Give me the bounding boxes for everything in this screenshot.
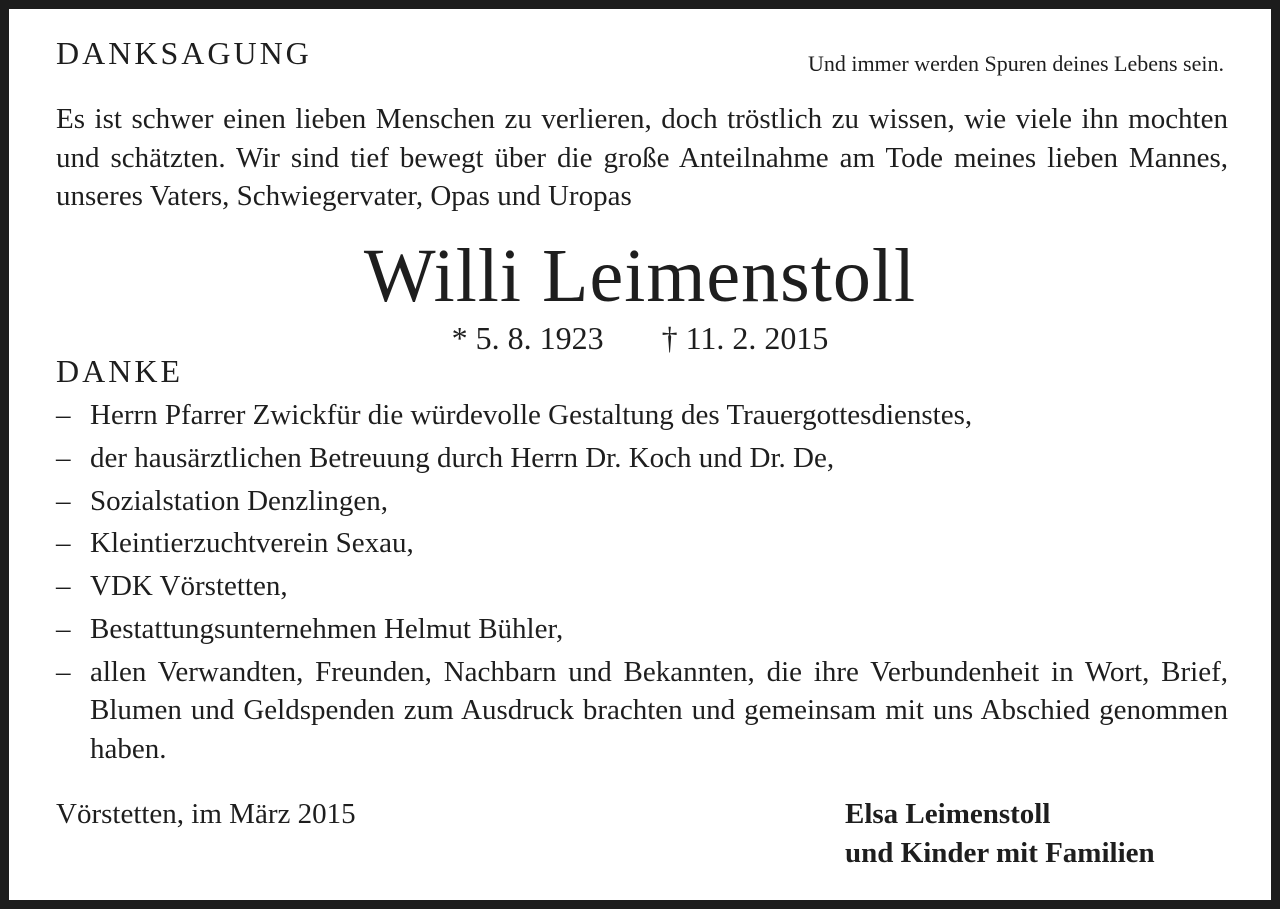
thanks-item: – VDK Vörstetten, (56, 567, 1228, 606)
intro-paragraph: Es ist schwer einen lieben Menschen zu verlieren, doch tröstlich zu wissen, wie viele ihn mochten und schätzten. Wir sind tief bewegt über die große Anteilnahme am Tode meines lieben Mannes, unseres Vaters, Schwiegervater, Opas und Uropas (56, 103, 1228, 212)
notice-heading: DANKSAGUNG (56, 35, 312, 71)
thanks-item: – allen Verwandten, Freunden, Nachbarn und Bekannten, die ihre Verbundenheit in Wort, Brief, Blumen und Geldspenden zum Ausdruck brachten und gemeinsam mit uns Abschied genommen haben. (56, 653, 1228, 769)
motto-quote: Und immer werden Spuren deines Lebens sein. (807, 51, 1224, 76)
thanks-item: – der hausärztlichen Betreuung durch Herrn Dr. Koch und Dr. De, (56, 439, 1228, 478)
signature (845, 795, 1155, 872)
birth-date: * 5. 8. 1923 (451, 320, 604, 356)
thanks-item: – Sozialstation Denzlingen, (56, 482, 1228, 521)
place-and-date: Vörstetten, im März 2015 (56, 798, 356, 830)
thanks-item: – Herrn Pfarrer Zwickfür die würdevolle Gestaltung des Trauergottesdienstes, (56, 396, 1228, 435)
thanks-item: – Bestattungsunternehmen Helmut Bühler, (56, 610, 1228, 649)
thanks-item: – Kleintierzuchtverein Sexau, (56, 524, 1228, 563)
life-dates (9, 318, 1271, 358)
thanks-heading: DANKE (56, 353, 183, 389)
thanks-list (56, 396, 1228, 773)
death-date: † 11. 2. 2015 (661, 320, 829, 356)
deceased-name: Willi Leimenstoll (363, 234, 917, 318)
signature-line: und Kinder mit Familien (845, 836, 1155, 869)
signature-line: Elsa Leimenstoll (845, 798, 1051, 830)
